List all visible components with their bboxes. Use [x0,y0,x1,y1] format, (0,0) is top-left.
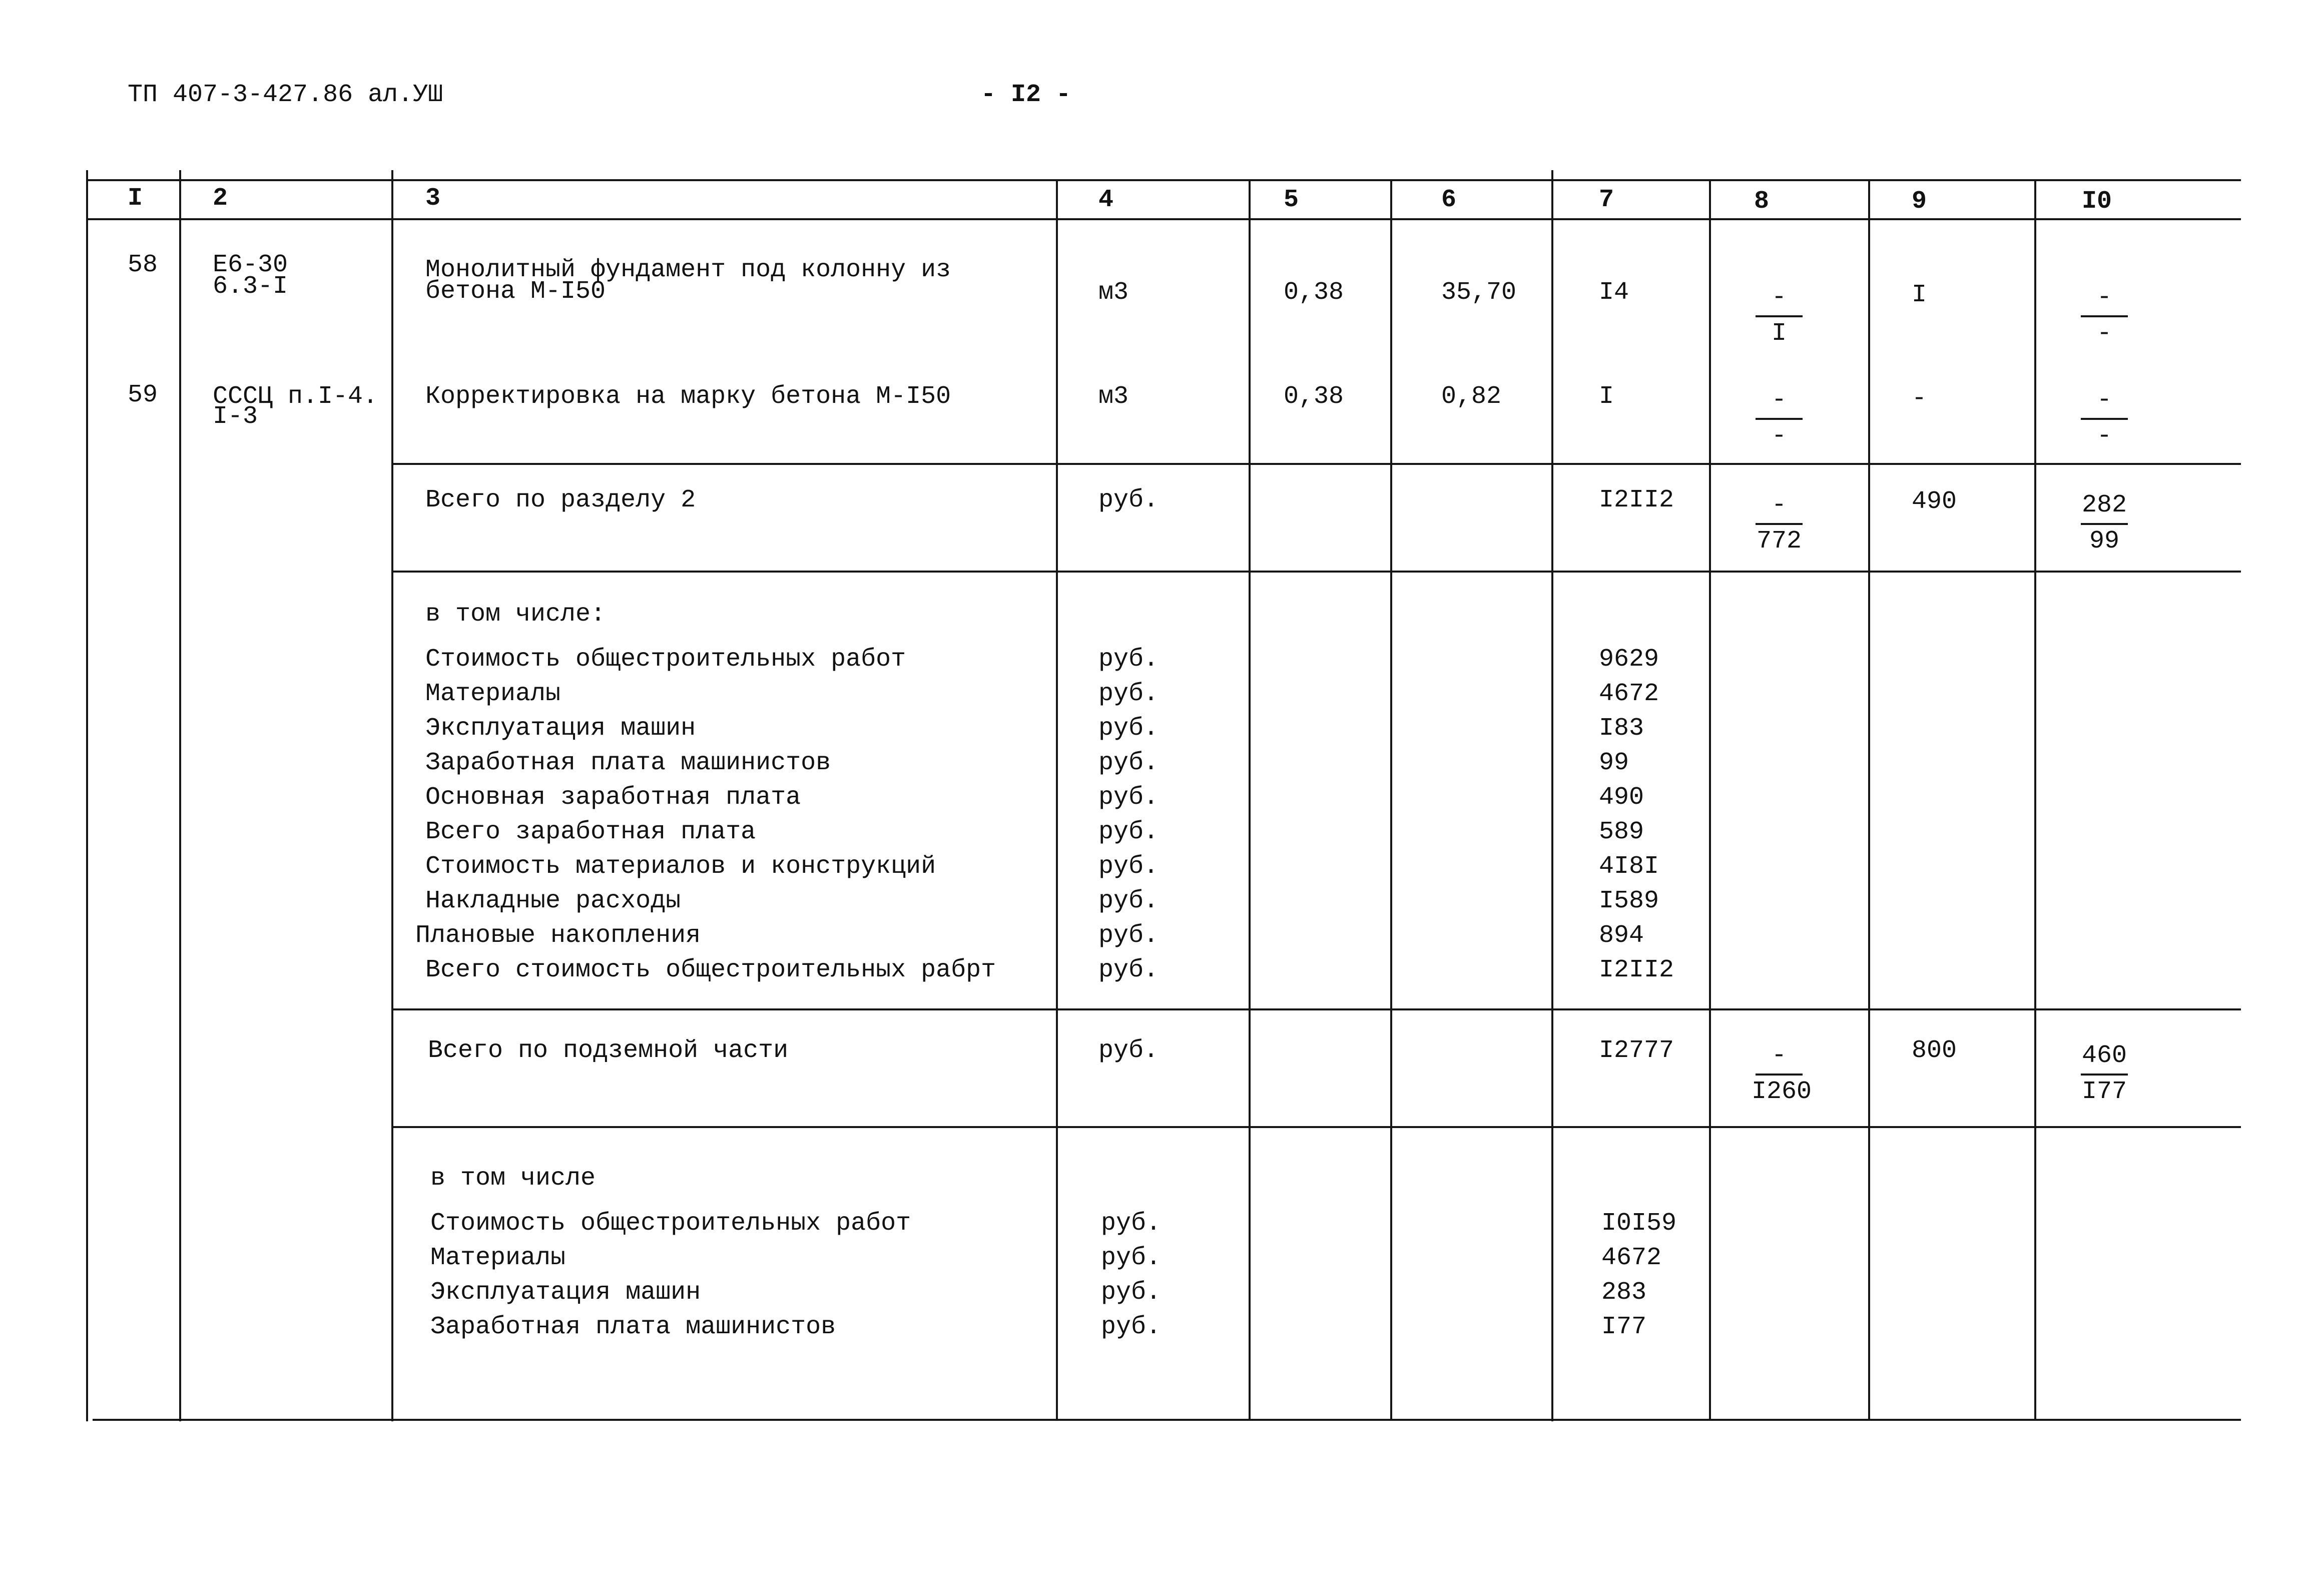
underground-col9: 800 [1912,1036,1957,1065]
row58-description-line2: бетона М-I50 [425,277,606,306]
underground-col8-numerator: - [1771,1041,1787,1070]
col-rule-2-3 [391,170,393,1421]
row58-col8-fraction [1752,285,1807,349]
underground-total-label: Всего по подземной части [428,1036,789,1065]
col-rule-1-2 [179,170,181,1421]
row58-col10-fraction [2077,285,2132,349]
col-header-6: 6 [1441,186,1457,214]
col-header-10: I0 [2082,187,2112,216]
row58-col8-denominator: I [1771,319,1787,348]
breakdown-unit: руб. [1101,1313,1162,1341]
row58-description-line1: Монолитный фундамент под колонну из [425,256,951,284]
breakdown-label: Стоимость материалов и конструкций [425,852,936,881]
breakdown-unit: руб. [1098,956,1159,984]
row58-number: 58 [128,251,158,279]
row58-total: I4 [1599,278,1629,307]
breakdown-label: Стоимость общестроительных работ [430,1209,911,1238]
breakdown-value: I83 [1599,714,1644,743]
breakdown-unit: руб. [1098,749,1159,777]
fraction-bar [1756,315,1803,317]
col-rule-left [86,170,88,1421]
breakdown-unit: руб. [1098,714,1159,743]
underground-total-value: I2777 [1599,1036,1674,1065]
breakdown-value: I77 [1601,1313,1647,1341]
row58-unit: м3 [1098,278,1129,307]
section2-col10-fraction [2077,493,2132,557]
section2-col10-denominator: 99 [2089,527,2119,556]
underground-bottom-rule [393,1126,2241,1128]
col-header-7: 7 [1599,186,1614,214]
section2-bottom-rule [393,571,2241,573]
fraction-bar [2081,1074,2128,1076]
section2-col8-fraction [1752,493,1807,557]
section2-col8-numerator: - [1771,491,1787,519]
fraction-bar [2081,315,2128,317]
row58-col9: I [1912,281,1927,309]
section2-including-heading: в том числе: [425,600,606,629]
breakdown-label: Основная заработная плата [425,783,801,812]
breakdown-value: 99 [1599,749,1629,777]
row59-code-line1: СССЦ п.I-4. [213,382,378,411]
section2-total-value: I2II2 [1599,486,1674,514]
row59-col10-fraction [2077,388,2132,452]
row59-number: 59 [128,381,158,409]
breakdown-value: 589 [1599,818,1644,846]
header-bottom-rule [86,218,2241,220]
col-header-3: 3 [425,184,441,213]
breakdown-unit: руб. [1098,645,1159,674]
row59-code-line2: I-3 [213,402,258,431]
breakdown-unit: руб. [1101,1244,1162,1272]
col-rule-5-6 [1390,179,1392,1420]
underground-col8-denominator: I260 [1752,1078,1812,1106]
row59-col9: - [1912,384,1927,413]
breakdown-label: Материалы [425,680,561,708]
breakdown-unit: руб. [1098,680,1159,708]
col-rule-4-5 [1249,179,1251,1420]
breakdown-label: Заработная плата машинистов [430,1313,836,1341]
underground-total-unit: руб. [1098,1036,1159,1065]
section2-col9: 490 [1912,487,1957,516]
row59-unit: м3 [1098,382,1129,411]
section2-total-label: Всего по разделу 2 [425,486,696,514]
breakdown-value: 4I8I [1599,852,1659,881]
breakdown-value: 9629 [1599,645,1659,674]
fraction-bar [1756,1074,1803,1076]
table-bottom-rule [93,1419,2241,1421]
row58-code-line2: 6.3-I [213,272,288,301]
table-top-rule [86,179,2241,181]
section2-col10-numerator: 282 [2081,491,2127,519]
fraction-bar [1756,523,1803,525]
breakdown-label: Накладные расходы [425,887,681,915]
breakdown-unit: руб. [1101,1278,1162,1307]
underground-col8-fraction [1752,1041,1812,1108]
breakdown-label: Эксплуатация машин [430,1278,701,1307]
breakdown-label: Эксплуатация машин [425,714,696,743]
page-number: - I2 - [981,81,1071,109]
col-rule-7-8 [1709,179,1711,1420]
section2-col8-denominator: 772 [1756,527,1802,556]
col-header-9: 9 [1912,187,1927,216]
fraction-bar [2081,523,2128,525]
row58-col10-denominator: - [2096,319,2112,348]
row58-col8-numerator: - [1771,283,1787,312]
breakdown-value: I0I59 [1601,1209,1677,1238]
col-rule-3-4 [1056,179,1058,1420]
row59-quantity: 0,38 [1284,382,1344,411]
breakdown-value: 4672 [1601,1244,1662,1272]
breakdown-unit: руб. [1098,818,1159,846]
document-code: ТП 407-3-427.86 ал.УШ [128,81,443,109]
breakdown-unit: руб. [1098,921,1159,950]
breakdown-label: Всего стоимость общестроительных рабрт [425,956,996,984]
breakdown-label: Стоимость общестроительных работ [425,645,906,674]
breakdown-value: I2II2 [1599,956,1674,984]
row59-col8-denominator: - [1771,422,1787,450]
fraction-bar [1756,418,1803,420]
col-header-5: 5 [1284,186,1299,214]
col-header-2: 2 [213,184,228,213]
row59-description: Корректировка на марку бетона М-I50 [425,382,951,411]
col-header-8: 8 [1754,187,1770,216]
breakdown-label: Заработная плата машинистов [425,749,831,777]
section2-total-unit: руб. [1098,486,1159,514]
row58-price: 35,70 [1441,278,1517,307]
breakdown-value: I589 [1599,887,1659,915]
underground-col10-fraction [2077,1043,2132,1108]
breakdown-label: Всего заработная плата [425,818,756,846]
underground-top-rule [393,1008,2241,1010]
breakdown-unit: руб. [1101,1209,1162,1238]
breakdown-value: 490 [1599,783,1644,812]
breakdown-label: Материалы [430,1244,566,1272]
underground-col10-numerator: 460 [2081,1041,2127,1070]
breakdown-unit: руб. [1098,887,1159,915]
row59-col10-denominator: - [2096,422,2112,450]
col-rule-8-9 [1868,179,1870,1420]
breakdown-label: Плановые накопления [415,921,701,950]
row59-col8-numerator: - [1771,386,1787,414]
row59-price: 0,82 [1441,382,1502,411]
breakdown-value: 283 [1601,1278,1647,1307]
row58-quantity: 0,38 [1284,278,1344,307]
breakdown-value: 4672 [1599,680,1659,708]
col-rule-6-7 [1551,170,1553,1421]
underground-col10-denominator: I77 [2081,1078,2127,1106]
col-header-1: I [128,184,143,213]
col-rule-9-10 [2034,179,2036,1420]
row59-total: I [1599,382,1614,411]
col-header-4: 4 [1098,186,1114,214]
row58-col10-numerator: - [2096,283,2112,312]
breakdown-unit: руб. [1098,852,1159,881]
row59-col8-fraction [1752,388,1807,452]
fraction-bar [2081,418,2128,420]
breakdown-value: 894 [1599,921,1644,950]
row58-code-line1: Е6-30 [213,251,288,279]
breakdown-unit: руб. [1098,783,1159,812]
underground-including-heading: в том числе [430,1164,596,1193]
row59-col10-numerator: - [2096,386,2112,414]
section2-top-rule [393,463,2241,465]
